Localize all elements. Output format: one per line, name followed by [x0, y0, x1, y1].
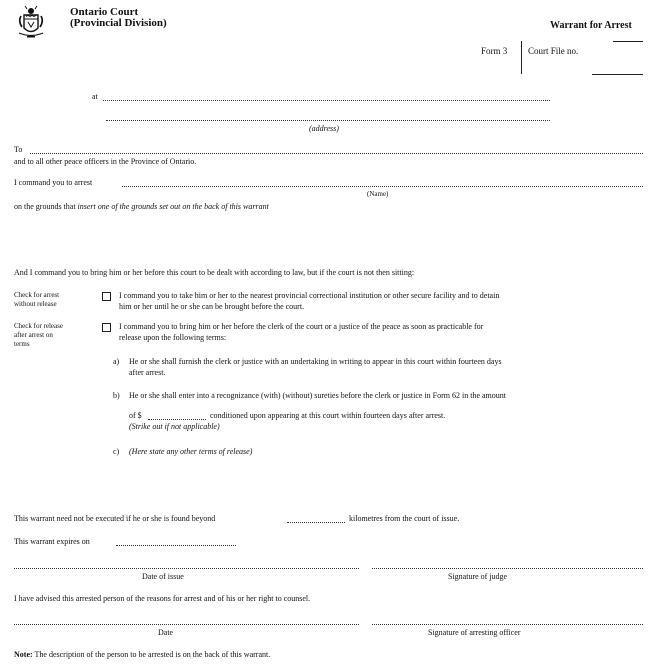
- bring-before-court-text: And I command you to bring him or her before this court to be dealt with according to law, but if the court is not then sitting:: [14, 268, 415, 277]
- option2-line2: release upon the following terms:: [119, 333, 227, 342]
- address-label: (address): [309, 124, 339, 133]
- release-on-terms-checkbox[interactable]: [102, 323, 111, 332]
- advised-date-field[interactable]: [14, 624, 359, 625]
- term-c-label: c): [113, 447, 120, 456]
- command-arrest-text: I command you to arrest: [14, 178, 93, 187]
- term-a-label: a): [113, 357, 120, 366]
- to-field[interactable]: [30, 153, 643, 154]
- grounds-text: on the grounds that: [14, 202, 76, 211]
- term-b-amount-prefix: of $: [129, 411, 142, 420]
- court-file-number-line[interactable]: [592, 74, 643, 75]
- name-label: (Name): [367, 190, 389, 198]
- court-file-top-line: [613, 41, 643, 42]
- term-b-label: b): [113, 391, 120, 400]
- option2-side-label-2: after arrest on: [14, 331, 53, 339]
- option1-line2: him or her until he or she can be brought before the court.: [119, 302, 305, 311]
- signature-of-officer-label: Signature of arresting officer: [428, 628, 521, 637]
- term-a-line2: after arrest.: [129, 368, 166, 377]
- note-text: The description of the person to be arrested is on the back of this warrant.: [34, 650, 271, 659]
- grounds-instruction: insert one of the grounds set out on the back of this warrant: [77, 202, 269, 211]
- at-field[interactable]: [103, 100, 550, 101]
- expiry-date-field[interactable]: [116, 545, 236, 546]
- option1-side-label-2: without release: [14, 300, 57, 308]
- to-label: To: [14, 145, 23, 154]
- distance-suffix: kilometres from the court of issue.: [349, 514, 460, 523]
- term-b-line2: conditioned upon appearing at this court within fourteen days after arrest.: [210, 411, 446, 420]
- arrest-name-field[interactable]: [122, 186, 643, 187]
- distance-text: This warrant need not be executed if he or she is found beyond: [14, 514, 216, 523]
- at-label: at: [92, 92, 98, 101]
- term-c-text: (Here state any other terms of release): [129, 447, 253, 456]
- note-label: Note:: [14, 650, 33, 659]
- note-line: [14, 650, 270, 659]
- peace-officers-text: and to all other peace officers in the Province of Ontario.: [14, 157, 197, 166]
- recognizance-amount-field[interactable]: [148, 419, 206, 420]
- form-number: Form 3: [481, 46, 508, 56]
- expires-text: This warrant expires on: [14, 537, 90, 546]
- arrest-without-release-checkbox[interactable]: [102, 292, 111, 301]
- date-of-issue-label: Date of issue: [142, 572, 184, 581]
- court-file-box-border: [521, 41, 522, 74]
- advised-text: I have advised this arrested person of the reasons for arrest and of his or her right to counsel.: [14, 594, 311, 603]
- term-b-line1: He or she shall enter into a recognizance (with) (without) sureties before the clerk or justice in Form 62 in the amount: [129, 391, 506, 400]
- court-division: (Provincial Division): [70, 17, 167, 29]
- signature-of-judge-label: Signature of judge: [448, 572, 508, 581]
- option2-line1: I command you to bring him or her before the clerk of the court or a justice of the peace as soon as practicable for: [119, 322, 484, 331]
- form-title: Warrant for Arrest: [550, 20, 632, 31]
- address-field[interactable]: [106, 120, 550, 121]
- option1-side-label-1: Check for arrest: [14, 291, 60, 299]
- judge-signature-field[interactable]: [372, 568, 643, 569]
- distance-field[interactable]: [287, 522, 345, 523]
- term-a-line1: He or she shall furnish the clerk or justice with an undertaking in writing to appear in this court within fourteen days: [129, 357, 502, 366]
- strike-out-note: (Strike out if not applicable): [129, 422, 220, 431]
- grounds-line: [14, 202, 269, 211]
- option1-line1: I command you to take him or her to the nearest provincial correctional institution or other secure facility and to detain: [119, 291, 500, 300]
- date-of-issue-field[interactable]: [14, 568, 359, 569]
- date-label: Date: [158, 628, 174, 637]
- ontario-crest-icon: [15, 4, 47, 40]
- court-file-label: Court File no.: [528, 46, 579, 56]
- option2-side-label-1: Check for release: [14, 322, 63, 330]
- officer-signature-field[interactable]: [372, 624, 643, 625]
- court-name: Ontario Court: [70, 6, 139, 18]
- option2-side-label-3: terms: [14, 340, 30, 348]
